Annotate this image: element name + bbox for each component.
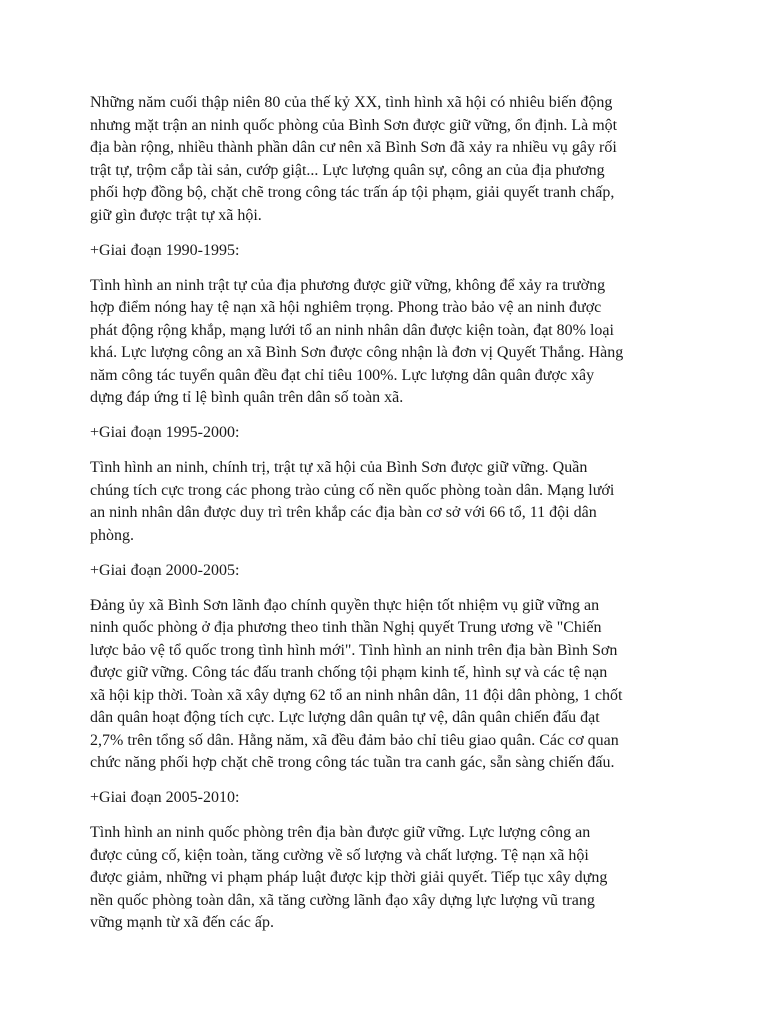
text-line: giữ gìn được trật tự xã hội. xyxy=(90,206,262,224)
text-line: 2,7% trên tổng số dân. Hằng năm, xã đều đảm bảo chỉ tiêu giao quân. Các cơ quan xyxy=(90,731,619,749)
text-line: được củng cố, kiện toàn, tăng cường về số lượng và chất lượng. Tệ nạn xã hội xyxy=(90,846,589,864)
text-line: được giảm, những vi phạm pháp luật được kịp thời giải quyết. Tiếp tục xây dựng xyxy=(90,869,608,886)
text-line: Đảng ủy xã Bình Sơn lãnh đạo chính quyền thực hiện tốt nhiệm vụ giữ vững an xyxy=(90,596,600,614)
text-line: phòng. xyxy=(90,526,134,544)
text-line: trật tự, trộm cắp tài sản, cướp giật... Lực lượng quân sự, công an của địa phương xyxy=(90,161,605,179)
text-line: nhưng mặt trận an ninh quốc phòng của Bình Sơn được giữ vững, ổn định. Là một xyxy=(90,116,618,134)
section-heading xyxy=(90,422,690,445)
text-line: +Giai đoạn 2005-2010: xyxy=(90,789,240,806)
text-line: +Giai đoạn 2000-2005: xyxy=(90,561,240,579)
body-paragraph xyxy=(90,275,690,410)
text-line: chúng tích cực trong các phong trào củng cố nền quốc phòng toàn dân. Mạng lưới xyxy=(90,481,615,499)
body-paragraph xyxy=(90,92,690,227)
text-line: +Giai đoạn 1995-2000: xyxy=(90,424,240,441)
text-line: Tình hình an ninh, chính trị, trật tự xã hội của Bình Sơn được giữ vững. Quần xyxy=(90,459,588,476)
text-line: Tình hình an ninh trật tự của địa phương được giữ vững, không để xảy ra trường xyxy=(90,276,606,294)
text-line: Những năm cuối thập niên 80 của thế kỷ XX, tình hình xã hội có nhiêu biến động xyxy=(90,94,613,111)
text-line: +Giai đoạn 1990-1995: xyxy=(90,241,240,259)
body-paragraph xyxy=(90,595,690,775)
text-line: phối hợp đồng bộ, chặt chẽ trong công tác trấn áp tội phạm, giải quyết tranh chấp, xyxy=(90,184,615,201)
text-line: nền quốc phòng toàn dân, xã tăng cường lãnh đạo xây dựng lực lượng vũ trang xyxy=(90,891,595,909)
text-line: vững mạnh từ xã đến các ấp. xyxy=(90,914,274,931)
text-line: Tình hình an ninh quốc phòng trên địa bàn được giữ vững. Lực lượng công an xyxy=(90,824,591,841)
text-line: dựng đáp ứng tỉ lệ bình quân trên dân số toàn xã. xyxy=(90,389,404,406)
text-line: địa bàn rộng, nhiều thành phần dân cư nên xã Bình Sơn đã xảy ra nhiều vụ gây rối xyxy=(90,139,617,156)
text-line: dân quân hoạt động tích cực. Lực lượng dân quân tự vệ, dân quân chiến đấu đạt xyxy=(90,709,600,726)
text-line: khá. Lực lượng công an xã Bình Sơn được công nhận là đơn vị Quyết Thắng. Hàng xyxy=(90,344,624,361)
section-heading xyxy=(90,787,690,810)
section-heading xyxy=(90,240,690,263)
body-paragraph xyxy=(90,457,690,547)
text-line: lược bảo vệ tổ quốc trong tình hình mới". Tình hình an ninh trên địa bàn Bình Sơn xyxy=(90,641,618,659)
body-paragraph xyxy=(90,822,690,935)
text-line: phát động rộng khắp, mạng lưới tổ an ninh nhân dân được kiện toàn, đạt 80% loại xyxy=(90,321,614,339)
text-line: chức năng phối hợp chặt chẽ trong công tác tuần tra canh gác, sẵn sàng chiến đấu. xyxy=(90,754,615,771)
text-line: được giữ vững. Công tác đấu tranh chống tội phạm kinh tế, hình sự và các tệ nạn xyxy=(90,664,608,681)
text-line: hợp điểm nóng hay tệ nạn xã hội nghiêm trọng. Phong trào bảo vệ an ninh được xyxy=(90,299,602,316)
text-line: năm công tác tuyển quân đều đạt chỉ tiêu 100%. Lực lượng dân quân được xây xyxy=(90,366,595,384)
text-line: xã hội kịp thời. Toàn xã xây dựng 62 tổ an ninh nhân dân, 11 đội dân phòng, 1 chốt xyxy=(90,686,623,704)
text-line: an ninh nhân dân được duy trì trên khắp các địa bàn cơ sở với 66 tổ, 11 đội dân xyxy=(90,504,597,521)
document-body xyxy=(90,92,690,947)
section-heading xyxy=(90,560,690,583)
text-line: ninh quốc phòng ở địa phương theo tinh thần Nghị quyết Trung ương về "Chiến xyxy=(90,619,602,636)
